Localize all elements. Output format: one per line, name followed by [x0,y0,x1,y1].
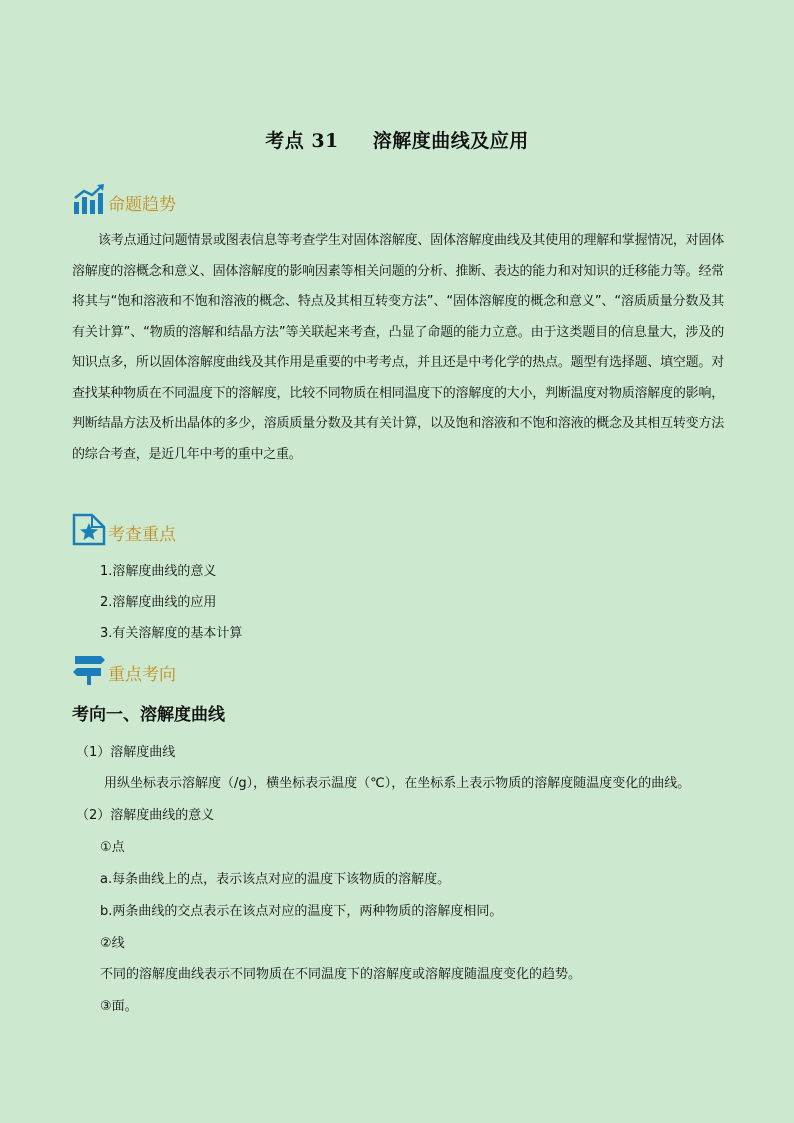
section-focus-header [72,506,176,546]
definition-text: 用纵坐标表示溶解度（/g），横坐标表示温度（℃），在坐标系上表示物质的溶解度随温度变化的曲线。 [104,776,691,791]
focus-item: 1.溶解度曲线的意义 [100,564,217,579]
title-number: 考点 31 [265,130,339,152]
signpost-icon [72,652,106,686]
direction-heading: 考向一、溶解度曲线 [72,705,225,725]
focus-item: 2.溶解度曲线的应用 [100,595,217,610]
bar-chart-trend-icon [72,182,106,216]
focus-item: 3.有关溶解度的基本计算 [100,626,243,641]
section-direction-header [72,646,176,686]
section-direction-label: 重点考向 [108,665,176,685]
title-text: 溶解度曲线及应用 [372,130,529,152]
surface-heading: ③面。 [100,999,138,1014]
subheading-1: （1）溶解度曲线 [76,745,176,760]
point-b-text: b.两条曲线的交点表示在该点对应的温度下，两种物质的溶解度相同。 [100,904,503,919]
star-document-icon [72,512,106,546]
section-focus-label: 考查重点 [108,525,176,545]
trend-paragraph: 该考点通过问题情景或图表信息等考查学生对固体溶解度、固体溶解度曲线及其使用的理解和掌握情况，对固体溶解度的溶概念和意义、固体溶解度的影响因素等相关问题的分析、推断、表达的能力和对知识的迁移能力等。经常将其与“饱和溶液和不饱和溶液的概念、特点及其相互转变方法”、“固体溶解度的概念和意义”、“溶质质量分数及其有关计算”、“物质的溶解和结晶方法”等关联起来考查，凸显了命题的能力立意。由于这类题目的信息量大，涉及的知识点多，所以固体溶解度曲线及其作用是重要的中考考点，并且还是中考化学的热点。题型有选择题、填空题。对查找某种物质在不同温度下的溶解度，比较不同物质在相同温度下的溶解度的大小，判断温度对物质溶解度的影响，判断结晶方法及析出晶体的多少，溶质质量分数及其有关计算，以及饱和溶液和不饱和溶液的概念及其相互转变方法的综合考查，是近几年中考的重中之重。 [72,233,724,462]
line-heading: ②线 [100,936,125,951]
section-trend-label: 命题趋势 [108,195,176,215]
point-a-text: a.每条曲线上的点，表示该点对应的温度下该物质的溶解度。 [100,872,451,887]
section-trend-header [72,176,176,216]
line-text: 不同的溶解度曲线表示不同物质在不同温度下的溶解度或溶解度随温度变化的趋势。 [100,967,582,982]
point-heading: ①点 [100,840,125,855]
subheading-2: （2）溶解度曲线的意义 [76,808,215,823]
page-title [0,126,794,153]
